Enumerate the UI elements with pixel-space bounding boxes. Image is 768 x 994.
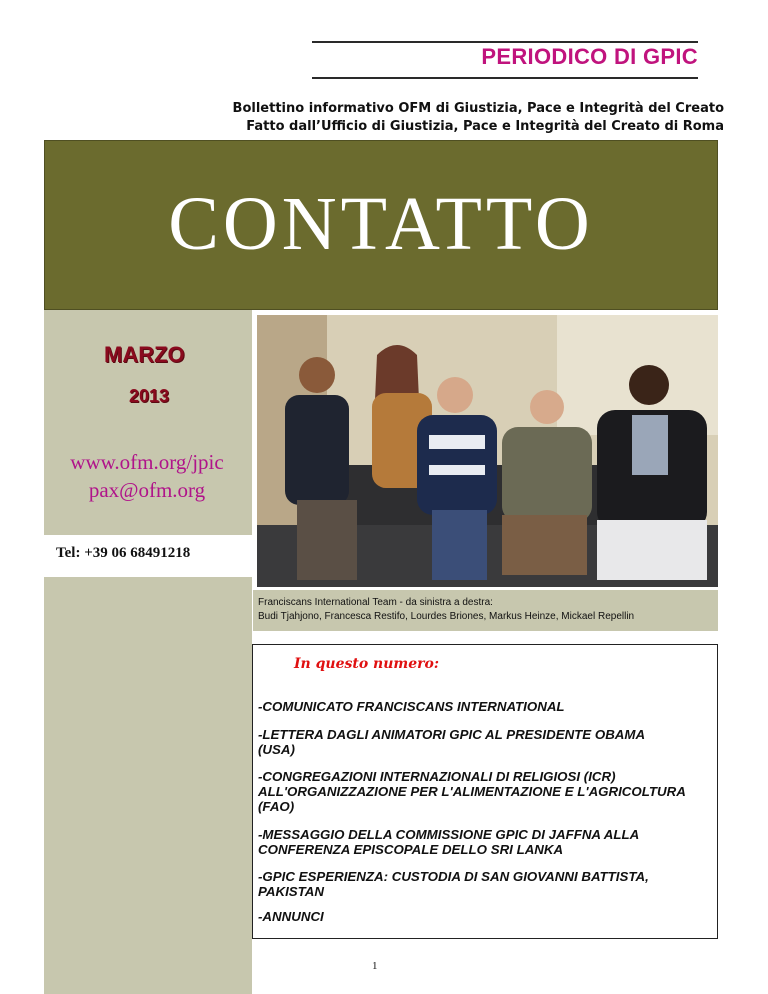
header-rule bbox=[312, 77, 698, 79]
issue-item: -ANNUNCI bbox=[258, 909, 324, 924]
telephone-number: Tel: +39 06 68491218 bbox=[56, 545, 191, 561]
in-this-issue-heading: In questo numero: bbox=[294, 656, 439, 672]
sidebar-panel bbox=[44, 310, 252, 994]
team-photo bbox=[257, 315, 718, 587]
photo-caption-line-1: Franciscans International Team - da sinistra a destra: bbox=[258, 597, 493, 608]
masthead-title: CONTATTO bbox=[168, 182, 594, 266]
website-link[interactable]: www.ofm.org/jpic bbox=[70, 450, 224, 474]
issue-year: 2013 bbox=[129, 386, 170, 406]
top-rule bbox=[312, 41, 698, 43]
email-link[interactable]: pax@ofm.org bbox=[88, 478, 206, 502]
subtitle-line-1: Bollettino informativo OFM di Giustizia, Pace e Integrità del Creato bbox=[232, 101, 724, 116]
team-photo-illustration bbox=[257, 315, 718, 587]
subtitle-line-2: Fatto dall’Ufficio di Giustizia, Pace e Integrità del Creato di Roma bbox=[246, 119, 724, 134]
issue-item: -GPIC ESPERIENZA: CUSTODIA DI SAN GIOVANNI BATTISTA, PAKISTAN bbox=[258, 869, 649, 899]
issue-month: MARZO bbox=[104, 342, 185, 367]
issue-item: -COMUNICATO FRANCISCANS INTERNATIONAL bbox=[258, 699, 565, 714]
photo-caption-line-2: Budi Tjahjono, Francesca Restifo, Lourdes Briones, Markus Heinze, Mickael Repellin bbox=[258, 611, 635, 622]
periodical-title: PERIODICO DI GPIC bbox=[481, 44, 698, 69]
issue-item: -MESSAGGIO DELLA COMMISSIONE GPIC DI JAFFNA ALLA CONFERENZA EPISCOPALE DELLO SRI LANKA bbox=[258, 827, 639, 857]
issue-item: -LETTERA DAGLI ANIMATORI GPIC AL PRESIDENTE OBAMA (USA) bbox=[258, 727, 645, 757]
page-number: 1 bbox=[372, 960, 378, 972]
issue-item: -CONGREGAZIONI INTERNAZIONALI DI RELIGIOSI (ICR) ALL'ORGANIZZAZIONE PER L'ALIMENTAZIONE E L'AGRICOLTURA (FAO) bbox=[258, 769, 686, 814]
